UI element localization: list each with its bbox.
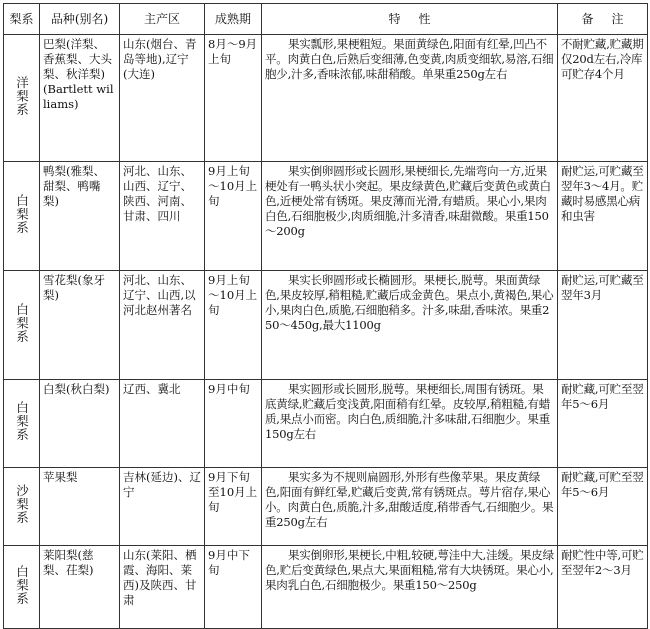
series-cell <box>4 35 40 162</box>
series-label: 白梨系 <box>14 401 30 442</box>
series-cell <box>4 546 40 629</box>
variety-cell: 巴梨(洋梨、香蕉梨、大头梨、秋洋梨)(Bartlett williams) <box>40 35 120 162</box>
region-cell: 吉林(延边)、辽宁 <box>120 468 205 546</box>
region-cell: 山东(莱阳、栖霞、海阳、莱西)及陕西、甘肃 <box>120 546 205 629</box>
header-variety: 品种(别名) <box>40 4 120 35</box>
region-cell: 河北、山东、山西、辽宁、陕西、河南、甘肃、四川 <box>120 162 205 271</box>
region-cell: 辽西、冀北 <box>120 380 205 468</box>
notes-cell: 耐贮运,可贮藏至翌年3～4月。贮藏时易感黑心病和虫害 <box>558 162 648 271</box>
table-row <box>4 468 648 546</box>
notes-cell: 耐贮藏,可贮至翌年5～6月 <box>558 468 648 546</box>
series-cell <box>4 271 40 380</box>
variety-cell: 鸭梨(雅梨、甜梨、鸭嘴梨) <box>40 162 120 271</box>
header-maturity: 成熟期 <box>205 4 262 35</box>
traits-cell: 果实长卵圆形或长椭圆形。果梗长,脱萼。果面黄绿色,果皮较厚,稍粗糙,贮藏后成金黄色。果点小,黄褐色,果心小,果肉白色,质脆,石细胞稍多。汁多,味甜,香味浓。果重250～450g,最大1100g <box>262 271 558 380</box>
traits-cell: 果实倒卵圆形或长圆形,果梗细长,先端弯向一方,近果梗处有一鸭头状小突起。果皮绿黄色,贮藏后变黄色或黄白色,近梗处常有锈斑。果皮薄而光滑,有蜡质。果心小,果肉白色,石细胞极少,肉质细脆,汁多清香,味甜微酸。果重150～200g <box>262 162 558 271</box>
series-label: 白梨系 <box>14 193 30 235</box>
maturity-cell: 9月上旬～10月上旬 <box>205 271 262 380</box>
variety-cell: 苹果梨 <box>40 468 120 546</box>
notes-cell: 耐贮运,可贮藏至翌年3月 <box>558 271 648 380</box>
traits-cell: 果实瓢形,果梗粗短。果面黄绿色,阳面有红晕,凹凸不平。肉黄白色,后熟后变细薄,色变黄,肉质变细软,易溶,石细胞少,汁多,香味浓郁,味甜稍酸。单果重250g左右 <box>262 35 558 162</box>
header-row <box>4 4 648 35</box>
series-cell <box>4 468 40 546</box>
series-label: 白梨系 <box>14 564 30 606</box>
notes-cell: 耐贮藏,可贮至翌年5～6月 <box>558 380 648 468</box>
notes-cell: 耐贮性中等,可贮至翌年2～3月 <box>558 546 648 629</box>
header-notes: 备注 <box>558 4 648 35</box>
traits-cell: 果实圆形或长圆形,脱萼。果梗细长,周围有锈斑。果底黄绿,贮藏后变浅黄,阳面稍有红晕。皮较厚,稍粗糙,有蜡质,果点小而密。肉白色,质细脆,汁多味甜,石细胞少。果重150g左右 <box>262 380 558 468</box>
maturity-cell: 9月下旬至10月上旬 <box>205 468 262 546</box>
maturity-cell: 9月中下旬 <box>205 546 262 629</box>
series-label: 洋梨系 <box>14 75 30 117</box>
maturity-cell: 9月上旬～10月上旬 <box>205 162 262 271</box>
series-cell <box>4 380 40 468</box>
region-cell: 山东(烟台、青岛等地),辽宁(大连) <box>120 35 205 162</box>
traits-cell: 果实多为不规则扁圆形,外形有些像苹果。果皮黄绿色,阳面有鲜红晕,贮藏后变黄,常有锈斑点。萼片宿存,果心小。肉黄白色,质脆,汁多,甜酸适度,稍带香气,石细胞少。果重250g左右 <box>262 468 558 546</box>
notes-cell: 不耐贮藏,贮藏期仅20d左右,冷库可贮存4个月 <box>558 35 648 162</box>
header-series: 梨系 <box>4 4 40 35</box>
table-row <box>4 35 648 162</box>
table-row <box>4 271 648 380</box>
table-row <box>4 546 648 629</box>
maturity-cell: 8月～9月上旬 <box>205 35 262 162</box>
table-row <box>4 162 648 271</box>
table-row <box>4 380 648 468</box>
series-cell <box>4 162 40 271</box>
variety-cell: 白梨(秋白梨) <box>40 380 120 468</box>
region-cell: 河北、山东、辽宁、山西,以河北赵州著名 <box>120 271 205 380</box>
variety-cell: 雪花梨(象牙梨) <box>40 271 120 380</box>
header-traits: 特性 <box>262 4 558 35</box>
traits-cell: 果实倒卵形,果梗长,中粗,较硬,萼洼中大,洼缓。果皮绿色,贮后变黄绿色,果点大,果面粗糙,常有大块锈斑。果心小,果肉乳白色,石细胞极少。果重150～250g <box>262 546 558 629</box>
series-label: 沙梨系 <box>14 484 30 525</box>
pear-varieties-table <box>3 3 648 629</box>
header-region: 主产区 <box>120 4 205 35</box>
maturity-cell: 9月中旬 <box>205 380 262 468</box>
series-label: 白梨系 <box>14 302 30 344</box>
variety-cell: 莱阳梨(慈梨、茌梨) <box>40 546 120 629</box>
